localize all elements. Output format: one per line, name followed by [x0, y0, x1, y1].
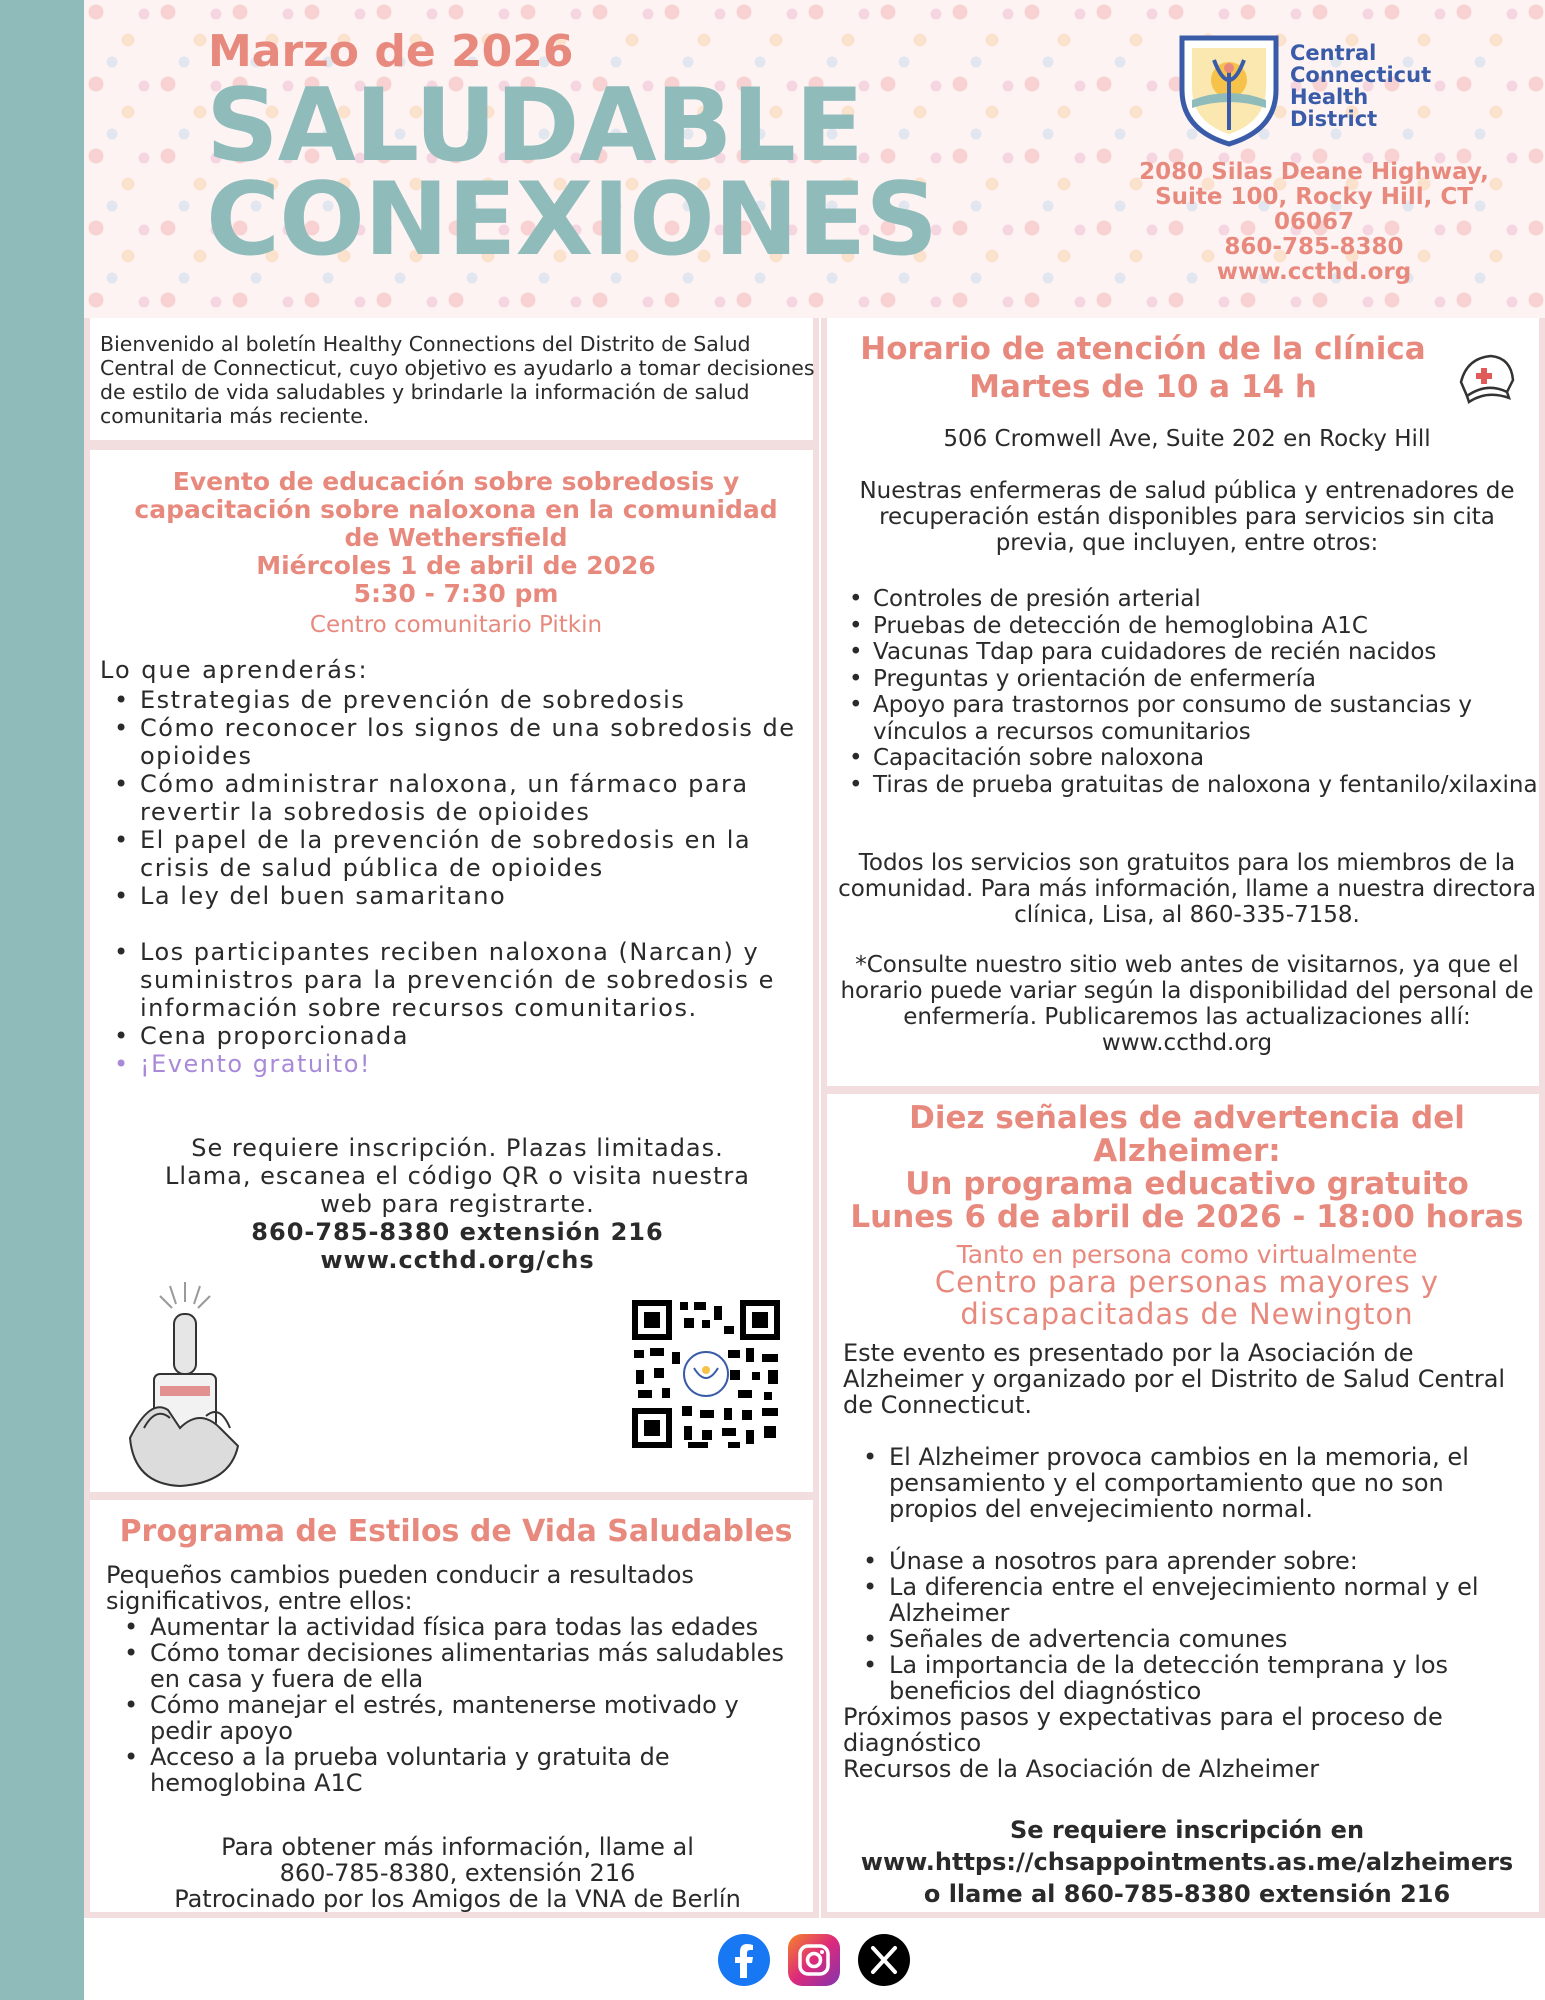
title-line-1: SALUDABLE [206, 66, 864, 184]
learn-label: Lo que aprenderás: [100, 656, 369, 684]
list-item: • Preguntas y orientación de enfermería [873, 666, 1543, 693]
welcome-section [84, 318, 819, 446]
alzheimer-intro: Este evento es presentado por la Asociación de Alzheimer y organizado por el Distrito de Salud Central de Connecticut. [843, 1339, 1506, 1419]
alzheimer-registration: Se requiere inscripción en www.https://chsappointments.as.me/alzheimers o llame al 860-785-8380 extensión 216 [837, 1814, 1537, 1910]
list-item: • Cómo manejar el estrés, mantenerse motivado y pedir apoyo [150, 1692, 790, 1744]
clinic-schedule-note: *Consulte nuestro sitio web antes de visitarnos, ya que el horario puede variar según la disponibilidad del personal de enfermería. Publicaremos las actualizaciones allí: www.ccthd.org [840, 952, 1534, 1056]
list-item: • Controles de presión arterial [873, 586, 1543, 613]
naloxone-event-heading: Evento de educación sobre sobredosis y capacitación sobre naloxona en la comunidad de Wethersfield Miércoles 1 de abril de 2026 5:30 - 7:30 pm [106, 468, 806, 608]
title-line-2: CONEXIONES [206, 160, 938, 278]
list-item: • El papel de la prevención de sobredosis en la crisis de salud pública de opioides [140, 826, 810, 882]
free-event-badge: • ¡Evento gratuito! [140, 1050, 810, 1078]
address-line-1: 2080 Silas Deane Highway, [1139, 159, 1489, 185]
list-item: • Acceso a la prueba voluntaria y gratuita de hemoglobina A1C [150, 1744, 790, 1796]
nasal-spray-illustration-icon [110, 1278, 260, 1490]
list-item: • Aumentar la actividad física para todas las edades [150, 1614, 790, 1640]
issue-month: Marzo de 2026 [208, 26, 574, 77]
list-item: • Apoyo para trastornos por consumo de sustancias y vínculos a recursos comunitarios [873, 692, 1543, 745]
alzheimer-program-mode: Tanto en persona como virtualmente [956, 1240, 1418, 1269]
nurse-cap-icon [1457, 352, 1517, 404]
naloxone-registration: Se requiere inscripción. Plazas limitadas. Llama, escanea el código QR o visita nuestra web para registrarte. 860-785-8380 extensión 216 www.ccthd.org/chs [100, 1134, 815, 1274]
alzheimer-topics-list [889, 1548, 1529, 1704]
alzheimer-extra-topics: Próximos pasos y expectativas para el proceso de diagnóstico Recursos de la Asociación de Alzheimer [843, 1703, 1443, 1783]
list-item: • Estrategias de prevención de sobredosis [140, 686, 810, 714]
registration-phone: 860-785-8380 extensión 216 [251, 1218, 664, 1246]
org-contact [1114, 160, 1514, 285]
list-item: • Cómo administrar naloxona, un fármaco para revertir la sobredosis de opioides [140, 770, 810, 826]
x-icon[interactable] [858, 1934, 910, 1986]
list-item: • Capacitación sobre naloxona [873, 745, 1543, 772]
lifestyle-program-section [84, 1494, 819, 1918]
org-website[interactable]: www.ccthd.org [1216, 259, 1412, 285]
clinic-hours-section [821, 318, 1545, 1092]
list-item: • Cena proporcionada [140, 1022, 810, 1050]
newsletter-header [84, 0, 1545, 318]
newsletter-title [206, 66, 938, 278]
cchd-logo-icon [1174, 30, 1284, 148]
list-item: • La diferencia entre el envejecimiento normal y el Alzheimer [889, 1574, 1529, 1626]
alzheimer-program-heading: Diez señales de advertencia del Alzheimer: Un programa educativo gratuito Lunes 6 de abril de 2026 - 18:00 horas [837, 1102, 1537, 1234]
lifestyle-list [150, 1614, 790, 1796]
registration-link[interactable]: www.ccthd.org/chs [320, 1246, 595, 1274]
lifestyle-program-heading: Programa de Estilos de Vida Saludables [119, 1514, 793, 1549]
address-line-3: 06067 [1273, 209, 1355, 235]
sponsor-note: Patrocinado por los Amigos de la VNA de Berlín [174, 1885, 741, 1913]
alzheimer-program-date: Lunes 6 de abril de 2026 - 18:00 horas [850, 1199, 1524, 1235]
clinic-address: 506 Cromwell Ave, Suite 202 en Rocky Hill [943, 426, 1431, 452]
welcome-text: Bienvenido al boletín Healthy Connections del Distrito de Salud Central de Connecticut, cuyo objetivo es ayudarlo a tomar decisiones de estilo de vida saludables y brindarle la información de salud comunitaria más reciente. [100, 332, 815, 428]
alzheimer-fact-list [889, 1444, 1529, 1522]
naloxone-event-time: 5:30 - 7:30 pm [353, 579, 559, 608]
address-line-2: Suite 100, Rocky Hill, CT [1155, 184, 1473, 210]
alzheimer-program-section [821, 1088, 1545, 1918]
facebook-icon[interactable] [718, 1934, 770, 1986]
clinic-services-list [873, 586, 1543, 798]
list-item: • Los participantes reciben naloxona (Narcan) y suministros para la prevención de sobredosis e información sobre recursos comunitarios. [140, 938, 810, 1022]
list-item: • Vacunas Tdap para cuidadores de recién nacidos [873, 639, 1543, 666]
list-item: • La importancia de la detección temprana y los beneficios del diagnóstico [889, 1652, 1529, 1704]
list-item: • Señales de advertencia comunes [889, 1626, 1529, 1652]
alzheimer-program-venue: Centro para personas mayores y discapacitadas de Newington [934, 1265, 1440, 1331]
list-item: • Tiras de prueba gratuitas de naloxona y fentanilo/xilaxina [873, 772, 1543, 799]
list-item: • Únase a nosotros para aprender sobre: [889, 1548, 1529, 1574]
left-sidebar-band [0, 0, 84, 2000]
lifestyle-intro: Pequeños cambios pueden conducir a resultados significativos, entre ellos: [106, 1561, 694, 1615]
clinic-free-services: Todos los servicios son gratuitos para los miembros de la comunidad. Para más información, llame a nuestra directora clínica, Lisa, al 860-335-7158. [838, 850, 1536, 928]
list-item: • El Alzheimer provoca cambios en la memoria, el pensamiento y el comportamiento que no son propios del envejecimiento normal. [889, 1444, 1529, 1522]
instagram-icon[interactable] [788, 1934, 840, 1986]
list-item: • Cómo reconocer los signos de una sobredosis de opioides [140, 714, 810, 770]
clinic-hours-heading: Horario de atención de la clínica Martes de 10 a 14 h [860, 331, 1426, 405]
list-item: • Cómo tomar decisiones alimentarias más saludables en casa y fuera de ella [150, 1640, 790, 1692]
list-item: • Pruebas de detección de hemoglobina A1C [873, 613, 1543, 640]
naloxone-event-date: Miércoles 1 de abril de 2026 [256, 551, 656, 580]
clinic-intro: Nuestras enfermeras de salud pública y entrenadores de recuperación están disponibles para servicios sin cita previa, que incluyen, entre otros: [859, 478, 1515, 556]
registration-qr-code[interactable] [628, 1296, 784, 1452]
org-phone: 860-785-8380 [1224, 234, 1404, 260]
naloxone-event-section [84, 444, 819, 1498]
lifestyle-contact: Para obtener más información, llame al 860-785-8380, extensión 216 Patrocinado por los Amigos de la VNA de Berlín [100, 1834, 815, 1912]
alzheimer-registration-link[interactable]: www.https://chsappointments.as.me/alzheimers [860, 1848, 1514, 1876]
learn-list [140, 686, 810, 1078]
naloxone-event-venue: Centro comunitario Pitkin [309, 612, 603, 638]
social-links [718, 1934, 918, 1990]
list-item: • La ley del buen samaritano [140, 882, 810, 910]
org-name: Central Connecticut Health District [1290, 41, 1432, 131]
